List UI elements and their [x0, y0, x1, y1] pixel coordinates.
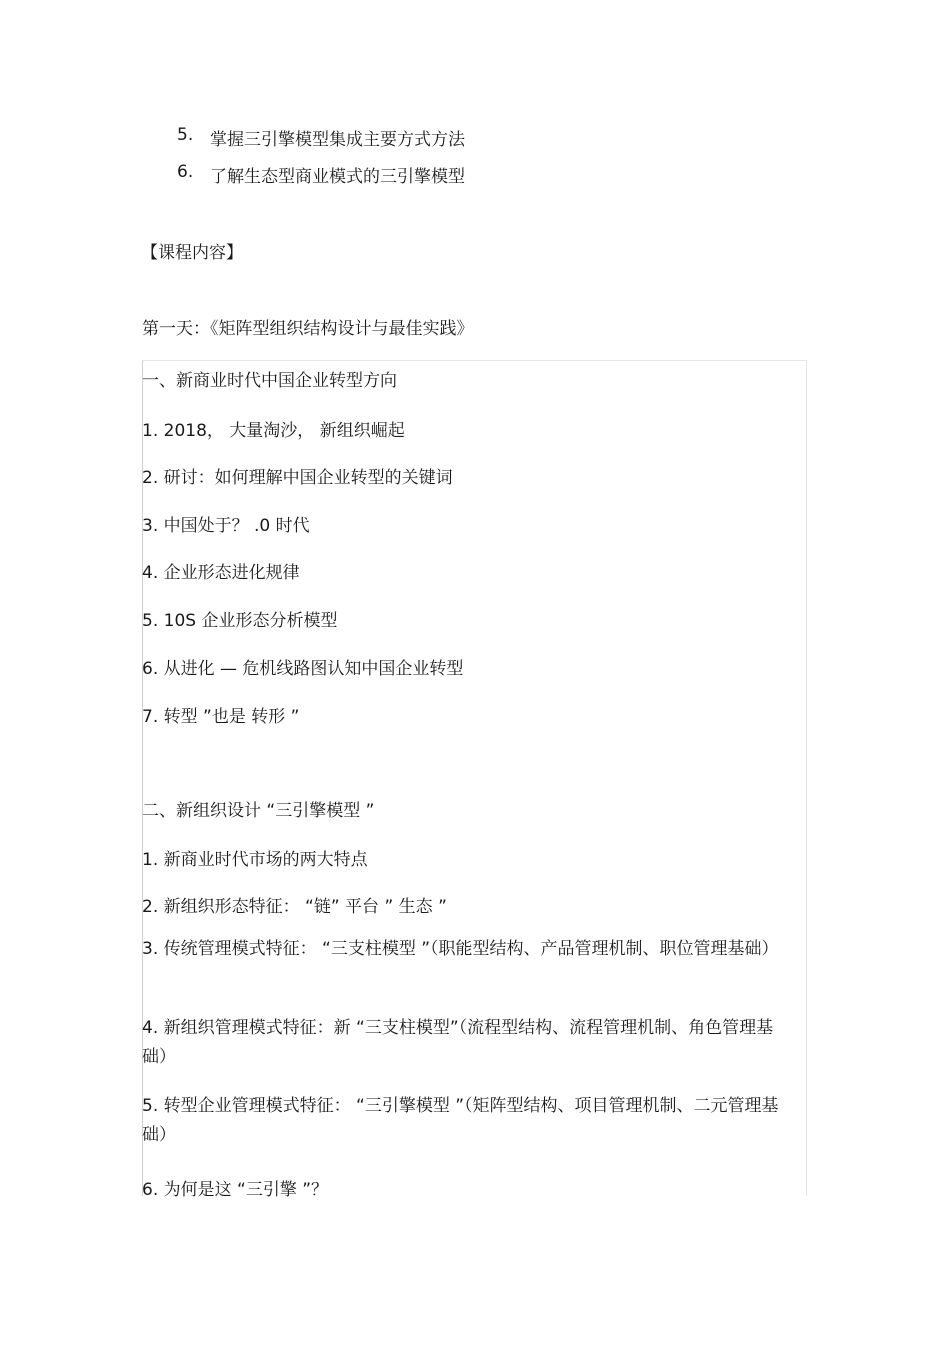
course-content-heading: 【课程内容】: [141, 243, 243, 263]
section1-item-4: 4. 企业形态进化规律: [142, 563, 300, 583]
section1-item-7: 7. 转型 ”也是 转形 ”: [142, 707, 300, 727]
section1-item-6: 6. 从进化 — 危机线路图认知中国企业转型: [142, 659, 464, 679]
section2-item-4: 4. 新组织管理模式特征：新 “三支柱模型”（流程型结构、流程管理机制、角色管理基础）: [142, 1018, 774, 1067]
section2-item-1: 1. 新商业时代市场的两大特点: [142, 850, 368, 870]
section2-item-5: 5. 转型企业管理模式特征： “三引擎模型 ”（矩阵型结构、项目管理机制、二元管理基础）: [142, 1096, 779, 1145]
objective-number: 6.: [177, 162, 194, 182]
objective-text: 掌握三引擎模型集成主要方式方法: [210, 130, 465, 150]
section2-item-3: 3. 传统管理模式特征： “三支柱模型 ”（职能型结构、产品管理机制、职位管理基础）: [142, 939, 779, 959]
section1-item-5: 5. 10S 企业形态分析模型: [142, 611, 338, 631]
objective-number: 5.: [177, 125, 194, 145]
section2-item-2: 2. 新组织形态特征： “链” 平台 ” 生态 ”: [142, 897, 447, 917]
objective-text: 了解生态型商业模式的三引擎模型: [210, 167, 465, 187]
section2-title: 二、新组织设计 “三引擎模型 ”: [142, 801, 375, 821]
section1-item-2: 2. 研讨：如何理解中国企业转型的关键词: [142, 468, 453, 488]
section1-title: 一、新商业时代中国企业转型方向: [142, 371, 397, 391]
section2-item-6: 6. 为何是这 “三引擎 ”？: [142, 1180, 329, 1200]
day1-title: 第一天：《矩阵型组织结构设计与最佳实践》: [142, 319, 474, 339]
section1-item-1: 1. 2018， 大量淘沙， 新组织崛起: [142, 421, 405, 441]
section1-item-3: 3. 中国处于？ .0 时代: [142, 516, 310, 536]
